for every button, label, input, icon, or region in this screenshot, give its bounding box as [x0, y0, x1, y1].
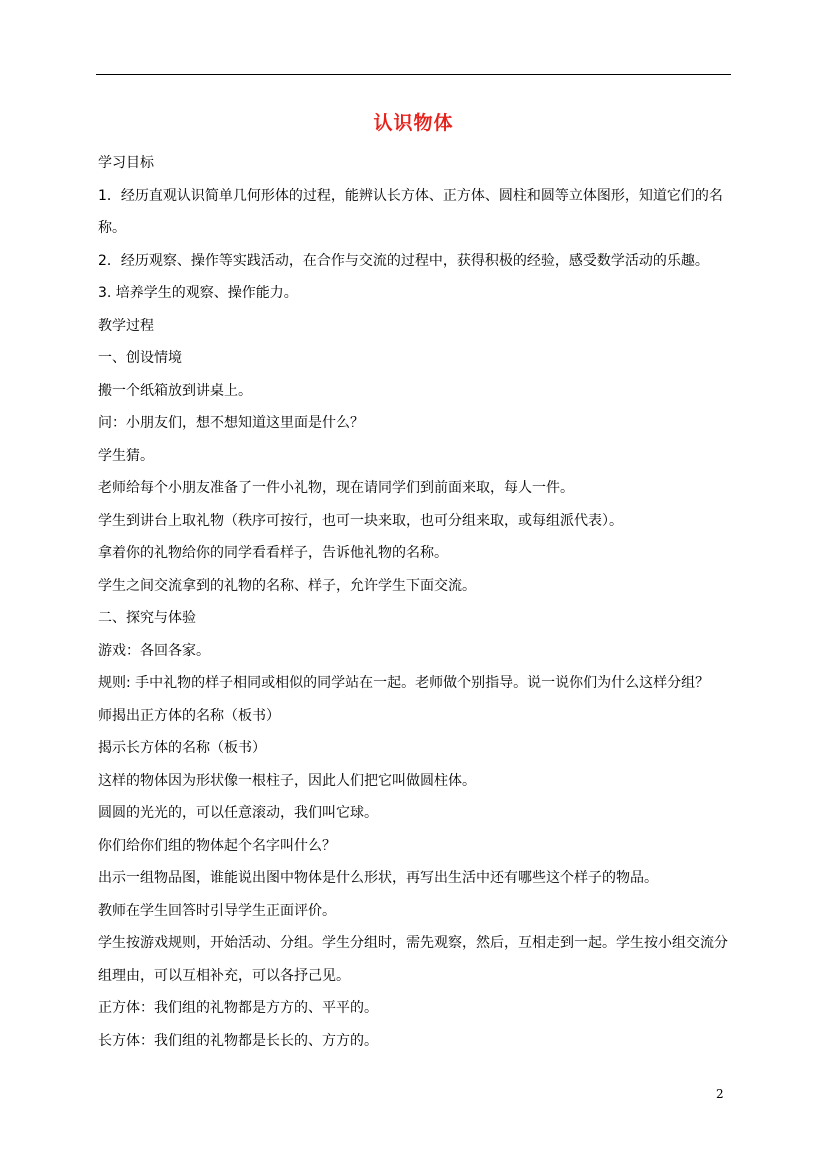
document-body [98, 147, 732, 1057]
paragraph: 学生猜。 [98, 447, 154, 464]
paragraph: 你们给你们组的物体起个名字叫什么？ [98, 837, 336, 854]
paragraph: 圆圆的光光的，可以任意滚动，我们叫它球。 [98, 805, 378, 821]
paragraph: 1．经历直观认识简单几何形体的过程，能辨认长方体、正方体、圆柱和圆等立体图形，知道它们的名称。 [98, 187, 723, 236]
paragraph: 学生按游戏规则，开始活动、分组。学生分组时，需先观察，然后，互相走到一起。学生按小组交流分组理由，可以互相补充，可以各抒己见。 [98, 935, 728, 984]
paragraph: 正方体：我们组的礼物都是方方的、平平的。 [98, 1000, 378, 1016]
paragraph: 规则: 手中礼物的样子相同或相似的同学站在一起。老师做个别指导。说一说你们为什么这样分组？ [98, 675, 710, 691]
paragraph: 游戏：各回各家。 [98, 642, 210, 659]
paragraph: 学生之间交流拿到的礼物的名称、样子，允许学生下面交流。 [98, 577, 476, 594]
page-number: 2 [716, 1087, 724, 1101]
paragraph: 二、探究与体验 [98, 610, 196, 626]
paragraph: 出示一组物品图，谁能说出图中物体是什么形状，再写出生活中还有哪些这个样子的物品。 [98, 870, 658, 886]
paragraph: 师揭出正方体的名称（板书） [98, 707, 280, 724]
document-title: 认识物体 [373, 112, 454, 134]
paragraph: 学生到讲台上取礼物（秩序可按行，也可一块来取，也可分组来取，或每组派代表）。 [98, 512, 623, 529]
paragraph: 一、创设情境 [98, 350, 182, 366]
paragraph: 长方体：我们组的礼物都是长长的、方方的。 [98, 1032, 378, 1049]
paragraph: 教师在学生回答时引导学生正面评价。 [98, 902, 336, 919]
header-rule [96, 74, 731, 75]
paragraph: 教学过程 [98, 317, 154, 334]
paragraph: 3. 培养学生的观察、操作能力。 [98, 285, 298, 301]
paragraph: 搬一个纸箱放到讲桌上。 [98, 382, 252, 399]
paragraph: 揭示长方体的名称（板书） [98, 740, 266, 756]
paragraph: 拿着你的礼物给你的同学看看样子，告诉他礼物的名称。 [98, 545, 448, 561]
paragraph: 2．经历观察、操作等实践活动，在合作与交流的过程中，获得积极的经验，感受数学活动的乐趣。 [98, 252, 709, 269]
paragraph: 问：小朋友们，想不想知道这里面是什么？ [98, 415, 364, 431]
paragraph: 这样的物体因为形状像一根柱子，因此人们把它叫做圆柱体。 [98, 772, 476, 789]
paragraph: 学习目标 [98, 155, 154, 171]
paragraph: 老师给每个小朋友准备了一件小礼物，现在请同学们到前面来取，每人一件。 [98, 480, 574, 496]
